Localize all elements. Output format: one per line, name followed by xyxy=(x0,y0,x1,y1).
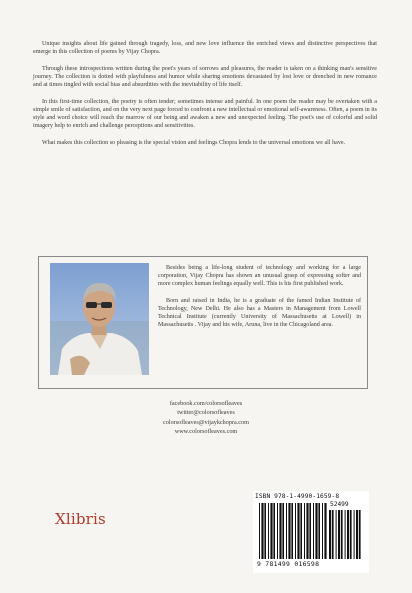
author-bio-box xyxy=(38,256,368,389)
barcode-bar xyxy=(297,503,299,559)
addon-barcode-bars xyxy=(329,510,363,559)
barcode-bar xyxy=(306,503,308,559)
barcode-bar xyxy=(354,510,355,559)
barcode-bar xyxy=(347,510,349,559)
blurb-paragraph-2: Through these introspections written during the poet's years of sorrows and pleasures, the reader is taken on a thinking man's sensitive journey. The collection is dotted with playfulness and humor while sharing emotions devastated by lost love or drenched in new romance and at times tingled with social bias and absurdities with the inevitability of life itself. xyxy=(33,65,377,88)
ean-digits: 9 781499 016598 xyxy=(257,560,320,568)
isbn-label: ISBN 978-1-4990-1659-8 xyxy=(255,493,340,500)
facebook-link[interactable]: facebook.com/colorsofleaves xyxy=(169,400,243,407)
barcode-bar xyxy=(324,503,326,559)
barcode-bar xyxy=(350,510,352,559)
barcode-bar xyxy=(279,503,281,559)
barcode-bar xyxy=(261,503,263,559)
email-link[interactable]: colorsofleaves@vijaykchopra.com xyxy=(163,418,249,426)
blurb-paragraph-4: What makes this collection so pleasing is the special vision and feelings Chopra lends to the universal emotions we all have. xyxy=(42,139,346,146)
publisher-logo: Xlibris xyxy=(55,510,106,528)
isbn-barcode xyxy=(253,491,369,573)
author-photo-icon xyxy=(50,263,149,375)
author-bio xyxy=(158,264,361,337)
barcode-bar xyxy=(277,503,278,559)
barcode-bar xyxy=(259,503,260,559)
barcode-bar xyxy=(288,503,290,559)
bio-paragraph-1: Besides being a life-long student of technology and working for a large corporation, Vijay Chopra has shown an unusual grasp of expressing softer and more complex human feelings equally well. This is his first published work. xyxy=(158,265,361,288)
barcode-bar xyxy=(304,503,305,559)
barcode-bar xyxy=(318,503,320,559)
barcode-bar xyxy=(322,503,323,559)
barcode-bar xyxy=(341,510,343,559)
barcode-bar xyxy=(338,510,340,559)
bio-paragraph-2: Born and raised in India, he is a graduate of the famed Indian Institute of Technology, New Delhi. He also has a Masters in Management from Lowell Technical Institute (currently University of Massachusetts at Lowell) in Massachusetts . Vijay and his wife, Aruna, live in the Chicagoland area. xyxy=(158,297,361,329)
barcode-bar xyxy=(345,510,346,559)
barcode-bar xyxy=(309,503,311,559)
barcode-bar xyxy=(270,503,272,559)
barcode-bar xyxy=(264,503,266,559)
barcode-bar xyxy=(268,503,269,559)
addon-digits: 52499 xyxy=(330,501,349,508)
barcode-bar xyxy=(300,503,302,559)
contact-list xyxy=(0,399,412,437)
barcode-bar xyxy=(295,503,296,559)
blurb-paragraph-3: In this first-time collection, the poetry is often tender; sometimes intense and painful. In one poem the reader may be overtaken with a simple smile of satisfaction, and on the very next page forced to confront a new intellectual or emotional self-awareness. Often, a poem in its style and word choice will reach the marrow of our being and awaken a new and unexpected feeling. The poet's use of colorful and solid imagery help to enrich and challenge perceptions and sensitivities. xyxy=(33,98,377,129)
barcode-bar xyxy=(329,510,331,559)
barcode-bar xyxy=(273,503,275,559)
barcode-bar xyxy=(282,503,284,559)
barcode-bar xyxy=(356,510,358,559)
author-photo xyxy=(50,263,149,375)
ean-barcode-bars xyxy=(259,503,327,559)
blurb-paragraph-1: Unique insights about life gained through tragedy, loss, and new love influence the enriched views and distinctive perspectives that emerge in this collection of poems by Vijay Chopra. xyxy=(33,41,377,56)
barcode-bar xyxy=(332,510,334,559)
barcode-bar xyxy=(315,503,317,559)
barcode-bar xyxy=(359,510,361,559)
twitter-link[interactable]: twitter@colorsofleaves xyxy=(177,409,235,417)
barcode-bar xyxy=(313,503,314,559)
barcode-bar xyxy=(286,503,287,559)
barcode-bar xyxy=(291,503,293,559)
back-cover-blurb xyxy=(33,40,377,155)
barcode-bar xyxy=(336,510,337,559)
website-link[interactable]: www.colorsofleaves.com xyxy=(174,428,238,436)
